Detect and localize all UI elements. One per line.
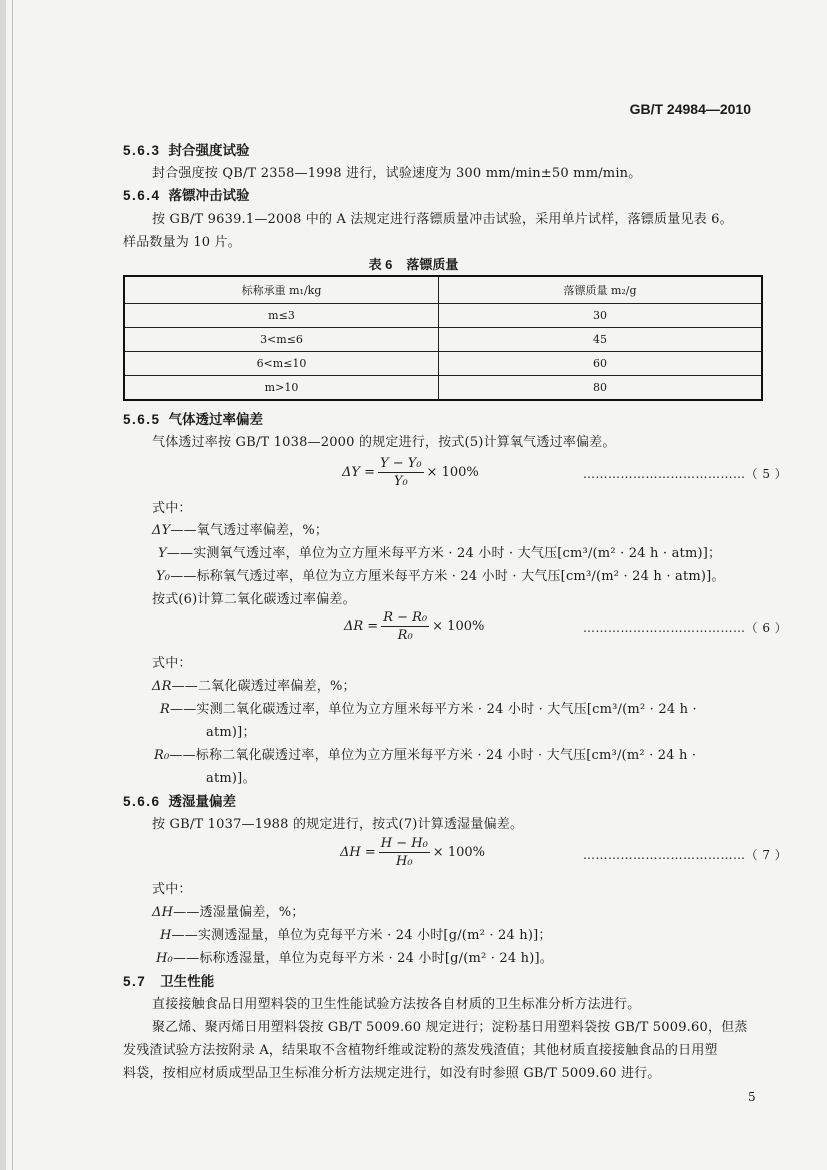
symbol-definition [156,947,553,966]
section-number: 5.6.3 [123,143,161,158]
fraction-numerator: R − R₀ [383,610,428,625]
paragraph-line: 料袋，按相应材质成型品卫生标准分析方法规定进行，如没有时参照 GB/T 5009.60 进行。 [123,1066,661,1081]
paragraph-line: 发残渣试验方法按附录 A，结果取不含植物纤维或淀粉的蒸发残渣值；其他材质直接接触食品的日用塑 [123,1043,718,1058]
section-number: 5.6.5 [123,412,161,427]
equation-number: …………………………………（ 6 ） [583,621,788,635]
formula-tail: × 100% [432,619,485,634]
standard-number: GB/T 24984—2010 [629,101,751,117]
symbol: H [160,928,172,943]
definition-continuation: atm)]。 [206,771,256,786]
symbol: R [160,702,170,717]
table-cell: 45 [439,328,763,352]
table-row [124,376,762,401]
symbol: ΔR [152,679,172,694]
table-header-row [124,276,762,304]
where-label: 式中： [152,501,192,516]
symbol-definition [158,542,721,561]
equation-number: …………………………………（ 7 ） [583,848,788,862]
fraction-denominator: Y₀ [393,474,408,489]
definition-continuation: atm)]； [206,725,256,740]
definition-text: ——标称透湿量，单位为克每平方米 · 24 小时[g/(m² · 24 h)]。 [172,951,553,966]
section-number: 5.6.4 [123,188,161,203]
where-label: 式中： [152,656,192,671]
symbol: Y₀ [156,569,171,584]
section-title: 封合强度试验 [168,143,250,158]
formula-5 [342,456,479,489]
formula-fraction [379,836,430,869]
definition-text: ——二氧化碳透过率偏差，%； [171,679,356,694]
paragraph-line: 聚乙烯、聚丙烯日用塑料袋按 GB/T 5009.60 规定进行；淀粉基日用塑料袋按 GB/T 5009.60，但蒸 [152,1020,748,1035]
paragraph: 封合强度按 QB/T 2358—1998 进行，试验速度为 300 mm/min±50 mm/min。 [152,166,642,181]
formula-6 [344,610,484,643]
definition-text: ——透湿量偏差，%； [173,905,305,920]
formula-tail: × 100% [432,845,485,860]
table-row [124,352,762,376]
fraction-numerator: Y − Y₀ [380,456,422,471]
formula-fraction [378,456,424,489]
section-5-6-3-heading [123,139,250,159]
definition-text: ——标称二氧化碳透过率，单位为立方厘米每平方米 · 24 小时 · 大气压[cm³/(m² · 24 h · [169,748,697,763]
symbol-definition [152,901,305,920]
table-caption [0,254,827,273]
fraction-numerator: H − H₀ [380,836,428,851]
where-label: 式中： [152,882,192,897]
paragraph: 直接接触食品日用塑料袋的卫生性能试验方法按各自材质的卫生标准分析方法进行。 [152,997,641,1012]
table-row [124,304,762,328]
table-cell: 30 [439,304,763,328]
definition-text: ——实测氧气透过率，单位为立方厘米每平方米 · 24 小时 · 大气压[cm³/(m² · 24 h · atm)]； [166,546,722,561]
symbol-definition [154,744,696,763]
section-5-6-5-heading [123,408,263,428]
section-title: 卫生性能 [160,974,215,989]
table-number: 表 6 [368,257,393,272]
symbol-definition [160,924,552,943]
formula-7 [340,836,485,869]
section-5-6-6-heading [123,790,236,810]
page-number: 5 [748,1090,756,1104]
section-title: 气体透过率偏差 [168,412,264,427]
paragraph: 按 GB/T 1037—1988 的规定进行，按式(7)计算透湿量偏差。 [152,817,524,832]
formula-fraction [381,610,429,643]
equation-number: …………………………………（ 5 ） [583,467,788,481]
symbol-definition [156,565,725,584]
paragraph: 样品数量为 10 片。 [123,235,242,250]
table-row [124,328,762,352]
definition-text: ——氧气透过率偏差，%； [170,523,329,538]
scan-edge-line [12,0,13,1170]
scan-edge [0,0,6,1170]
symbol: Y [158,546,167,561]
definition-text: ——实测透湿量，单位为克每平方米 · 24 小时[g/(m² · 24 h)]； [171,928,552,943]
paragraph: 按 GB/T 9639.1—2008 中的 A 法规定进行落镖质量冲击试验，采用单片试样，落镖质量见表 6。 [152,212,733,227]
symbol: R₀ [154,748,170,763]
symbol: ΔY [152,523,171,538]
formula-lhs: ΔY = [342,465,375,480]
symbol-definition [152,675,356,694]
table-title: 落镖质量 [406,257,459,272]
symbol-definition [160,698,697,717]
drop-dart-mass-table [123,275,763,401]
fraction-denominator: H₀ [395,854,413,869]
symbol: ΔH [152,905,174,920]
section-title: 透湿量偏差 [168,794,237,809]
table-cell: m≤3 [124,304,439,328]
formula-tail: × 100% [426,465,479,480]
table-cell: m>10 [124,376,439,401]
symbol: H₀ [156,951,173,966]
section-title: 落镖冲击试验 [168,188,250,203]
column-header: 落镖质量 m₂/g [439,276,763,304]
paragraph: 按式(6)计算二氧化碳透过率偏差。 [152,592,356,607]
section-5-6-4-heading [123,184,250,204]
table-cell: 3<m≤6 [124,328,439,352]
fraction-denominator: R₀ [397,628,413,643]
symbol-definition [152,519,328,538]
formula-lhs: ΔH = [340,845,376,860]
table-cell: 6<m≤10 [124,352,439,376]
section-number: 5.7 [123,974,147,989]
section-number: 5.6.6 [123,794,161,809]
section-5-7-heading [123,970,214,990]
definition-text: ——实测二氧化碳透过率，单位为立方厘米每平方米 · 24 小时 · 大气压[cm³/(m² · 24 h · [170,702,697,717]
formula-lhs: ΔR = [344,619,379,634]
paragraph: 气体透过率按 GB/T 1038—2000 的规定进行，按式(5)计算氧气透过率偏差。 [152,435,616,450]
table-cell: 60 [439,352,763,376]
definition-text: ——标称氧气透过率，单位为立方厘米每平方米 · 24 小时 · 大气压[cm³/(m² · 24 h · atm)]。 [170,569,725,584]
column-header: 标称承重 m₁/kg [124,276,439,304]
table-cell: 80 [439,376,763,401]
